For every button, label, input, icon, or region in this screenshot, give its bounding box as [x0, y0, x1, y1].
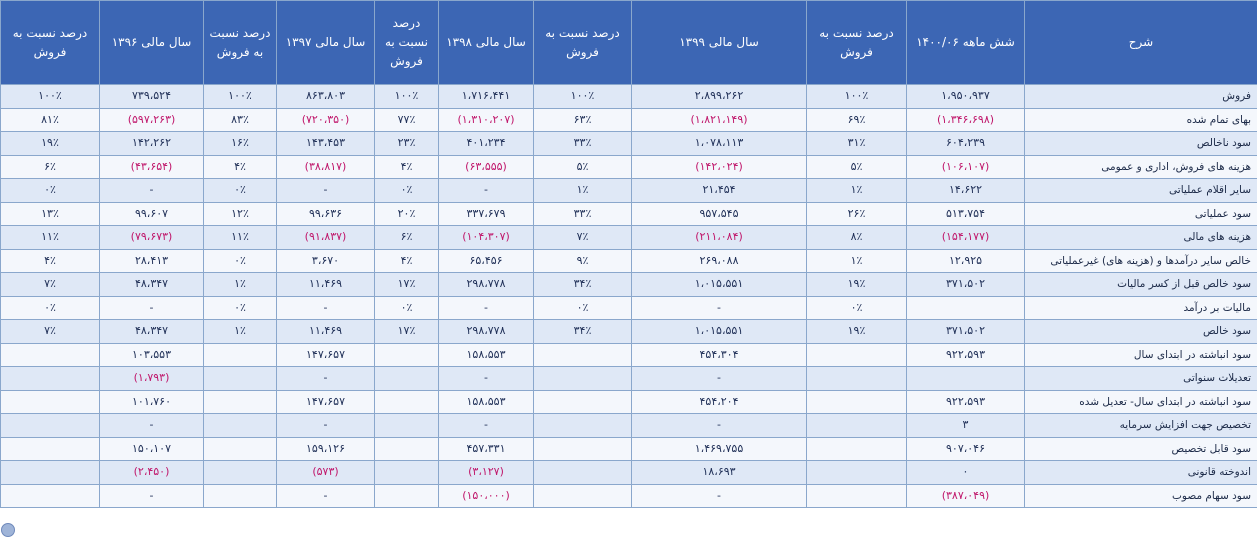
table-cell: ۱۷٪ [375, 273, 439, 297]
table-cell: ۳۱٪ [807, 132, 907, 156]
table-cell: ۷٪ [1, 320, 100, 344]
table-cell: ۱٪ [807, 179, 907, 203]
table-cell [807, 414, 907, 438]
table-cell: ۳ [907, 414, 1025, 438]
table-cell: ۴٪ [375, 249, 439, 273]
table-cell: ۱۴۳،۴۵۳ [277, 132, 375, 156]
column-header: درصد نسبت به فروش [534, 1, 632, 85]
table-cell: - [632, 484, 807, 508]
table-cell: ۱۱،۴۶۹ [277, 320, 375, 344]
table-cell: ۷٪ [534, 226, 632, 250]
table-cell: - [277, 484, 375, 508]
table-cell: (۱۴۲،۰۲۴) [632, 155, 807, 179]
table-row [1, 437, 1257, 461]
table-cell: ۴۸،۳۴۷ [100, 320, 204, 344]
table-cell: ۳،۶۷۰ [277, 249, 375, 273]
table-cell: (۳۸،۸۱۷) [277, 155, 375, 179]
table-cell: ۱،۴۶۹،۷۵۵ [632, 437, 807, 461]
table-cell [375, 414, 439, 438]
row-label: مالیات بر درآمد [1025, 296, 1257, 320]
table-cell [807, 343, 907, 367]
column-header: شرح [1025, 1, 1257, 85]
table-row [1, 249, 1257, 273]
table-cell: ۱،۷۱۶،۴۴۱ [439, 85, 534, 109]
row-label: سود قابل تخصیص [1025, 437, 1257, 461]
table-cell [534, 437, 632, 461]
table-row [1, 343, 1257, 367]
table-cell: ۵٪ [534, 155, 632, 179]
table-cell: (۷۹،۶۷۳) [100, 226, 204, 250]
table-cell: (۱۵۴،۱۷۷) [907, 226, 1025, 250]
table-cell: ۱۱٪ [204, 226, 277, 250]
corner-circle-icon [1, 523, 15, 537]
table-cell: ۱٪ [204, 320, 277, 344]
table-cell: ۱۰۰٪ [375, 85, 439, 109]
table-cell [1, 343, 100, 367]
table-row [1, 461, 1257, 485]
table-cell: - [277, 296, 375, 320]
table-cell: ۳۳٪ [534, 132, 632, 156]
table-row [1, 367, 1257, 391]
table-cell [534, 484, 632, 508]
column-header: سال مالی ۱۳۹۶ [100, 1, 204, 85]
row-label: سود انباشته در ابتدای سال- تعدیل شده [1025, 390, 1257, 414]
row-label: سود خالص قبل از کسر مالیات [1025, 273, 1257, 297]
table-cell [375, 343, 439, 367]
row-label: سود سهام مصوب [1025, 484, 1257, 508]
table-cell: ۳۷۱،۵۰۲ [907, 320, 1025, 344]
table-cell: (۱،۷۹۳) [100, 367, 204, 391]
column-header: درصد نسبت به فروش [1, 1, 100, 85]
table-cell [534, 367, 632, 391]
table-cell: ۵٪ [807, 155, 907, 179]
table-cell: ۴۵۴،۳۰۴ [632, 343, 807, 367]
table-cell: ۱۵۸،۵۵۳ [439, 390, 534, 414]
table-cell: (۱،۳۱۰،۲۰۷) [439, 108, 534, 132]
table-cell: ۱۹٪ [807, 273, 907, 297]
table-cell: ۲۶۹،۰۸۸ [632, 249, 807, 273]
table-cell: - [277, 367, 375, 391]
table-cell [534, 414, 632, 438]
row-label: فروش [1025, 85, 1257, 109]
table-cell: (۹۱،۸۳۷) [277, 226, 375, 250]
table-cell: ۰٪ [375, 296, 439, 320]
table-cell [204, 367, 277, 391]
table-cell: - [632, 296, 807, 320]
table-row [1, 414, 1257, 438]
row-label: تخصیص جهت افزایش سرمایه [1025, 414, 1257, 438]
table-cell: ۴۰۱،۲۳۴ [439, 132, 534, 156]
table-cell: ۰٪ [204, 179, 277, 203]
row-label: بهای تمام شده [1025, 108, 1257, 132]
table-cell: ۱۲،۹۲۵ [907, 249, 1025, 273]
table-cell: ۲۰٪ [375, 202, 439, 226]
table-cell: (۵۷۳) [277, 461, 375, 485]
table-cell: ۰٪ [204, 249, 277, 273]
column-header: سال مالی ۱۳۹۸ [439, 1, 534, 85]
table-cell: - [100, 484, 204, 508]
table-cell: ۳۳۷،۶۷۹ [439, 202, 534, 226]
table-cell: (۱،۳۴۶،۶۹۸) [907, 108, 1025, 132]
table-cell [1, 461, 100, 485]
table-cell: - [100, 179, 204, 203]
table-cell: ۱،۰۱۵،۵۵۱ [632, 320, 807, 344]
table-cell: ۱،۰۱۵،۵۵۱ [632, 273, 807, 297]
table-row [1, 155, 1257, 179]
table-cell: - [277, 414, 375, 438]
table-cell: ۶٪ [1, 155, 100, 179]
table-cell [807, 484, 907, 508]
row-label: هزینه های فروش، اداری و عمومی [1025, 155, 1257, 179]
table-cell [375, 437, 439, 461]
table-cell [204, 343, 277, 367]
table-cell: - [100, 296, 204, 320]
table-cell: ۱،۰۷۸،۱۱۳ [632, 132, 807, 156]
table-row [1, 132, 1257, 156]
table-cell: - [632, 367, 807, 391]
table-cell [534, 461, 632, 485]
table-cell: ۶۹٪ [807, 108, 907, 132]
table-cell [1, 367, 100, 391]
table-cell: (۱۰۶،۱۰۷) [907, 155, 1025, 179]
table-cell: ۱،۹۵۰،۹۳۷ [907, 85, 1025, 109]
table-cell [807, 367, 907, 391]
table-cell: ۱۹٪ [1, 132, 100, 156]
table-row [1, 484, 1257, 508]
table-cell: ۱۸،۶۹۳ [632, 461, 807, 485]
table-cell: ۳۳٪ [534, 202, 632, 226]
table-cell: ۸۳٪ [204, 108, 277, 132]
table-cell: (۲۱۱،۰۸۴) [632, 226, 807, 250]
row-label: تعدیلات سنواتی [1025, 367, 1257, 391]
table-cell: ۷۷٪ [375, 108, 439, 132]
table-cell: ۰٪ [375, 179, 439, 203]
table-cell: ۱۰۱،۷۶۰ [100, 390, 204, 414]
table-cell: ۰٪ [807, 296, 907, 320]
table-cell: ۰٪ [1, 179, 100, 203]
table-cell: ۱۴۷،۶۵۷ [277, 343, 375, 367]
table-cell: ۱۱٪ [1, 226, 100, 250]
table-cell: ۲۶٪ [807, 202, 907, 226]
row-label: اندوخته قانونی [1025, 461, 1257, 485]
table-cell [1, 484, 100, 508]
row-label: سایر اقلام عملیاتی [1025, 179, 1257, 203]
table-row [1, 273, 1257, 297]
table-cell: ۱۷٪ [375, 320, 439, 344]
table-cell [907, 367, 1025, 391]
table-cell: ۹۹،۶۰۷ [100, 202, 204, 226]
column-header: درصد نسبت به فروش [807, 1, 907, 85]
row-label: سود انباشته در ابتدای سال [1025, 343, 1257, 367]
table-cell: ۲۹۸،۷۷۸ [439, 320, 534, 344]
table-cell [375, 367, 439, 391]
table-row [1, 108, 1257, 132]
table-cell: ۸۱٪ [1, 108, 100, 132]
table-row [1, 202, 1257, 226]
table-cell: (۴۳،۶۵۴) [100, 155, 204, 179]
table-cell: ۱۹٪ [807, 320, 907, 344]
table-cell [204, 461, 277, 485]
table-cell: ۱٪ [534, 179, 632, 203]
table-row [1, 390, 1257, 414]
table-cell: ۵۱۳،۷۵۴ [907, 202, 1025, 226]
table-cell: - [439, 367, 534, 391]
table-cell: ۱۰۰٪ [1, 85, 100, 109]
table-cell: ۶۵،۴۵۶ [439, 249, 534, 273]
row-label: سود عملیاتی [1025, 202, 1257, 226]
table-cell [907, 296, 1025, 320]
table-cell: ۶٪ [375, 226, 439, 250]
column-header: درصد نسبت به فروش [204, 1, 277, 85]
table-row [1, 179, 1257, 203]
table-cell: ۸۶۳،۸۰۳ [277, 85, 375, 109]
table-cell [375, 484, 439, 508]
table-cell: ۴٪ [204, 155, 277, 179]
table-cell: ۹۰۷،۰۴۶ [907, 437, 1025, 461]
table-cell: ۱۰۳،۵۵۳ [100, 343, 204, 367]
table-cell [204, 484, 277, 508]
column-header: درصد نسبت به فروش [375, 1, 439, 85]
column-header: سال مالی ۱۳۹۷ [277, 1, 375, 85]
column-header: سال مالی ۱۳۹۹ [632, 1, 807, 85]
table-body [1, 85, 1257, 508]
header-row [1, 1, 1257, 85]
table-cell: ۲۸،۴۱۳ [100, 249, 204, 273]
table-cell: - [632, 414, 807, 438]
table-cell [807, 390, 907, 414]
column-header: شش ماهه ۱۴۰۰/۰۶ [907, 1, 1025, 85]
row-label: سود خالص [1025, 320, 1257, 344]
table-row [1, 85, 1257, 109]
table-cell: ۹۹،۶۳۶ [277, 202, 375, 226]
table-cell: ۱۴۷،۶۵۷ [277, 390, 375, 414]
table-cell [807, 437, 907, 461]
table-cell: ۹٪ [534, 249, 632, 273]
row-label: هزینه های مالی [1025, 226, 1257, 250]
table-cell: ۱٪ [204, 273, 277, 297]
table-cell: ۱۰۰٪ [807, 85, 907, 109]
table-cell [534, 390, 632, 414]
row-label: سود ناخالص [1025, 132, 1257, 156]
table-cell: ۳۷۱،۵۰۲ [907, 273, 1025, 297]
table-cell: ۱۴،۶۲۲ [907, 179, 1025, 203]
table-cell: (۱۵۰،۰۰۰) [439, 484, 534, 508]
table-cell: - [439, 296, 534, 320]
table-cell: ۰٪ [204, 296, 277, 320]
table-cell: (۵۹۷،۲۶۳) [100, 108, 204, 132]
table-cell: ۱۵۰،۱۰۷ [100, 437, 204, 461]
table-row [1, 320, 1257, 344]
table-cell: ۰٪ [1, 296, 100, 320]
table-cell: ۱٪ [807, 249, 907, 273]
table-cell: (۱،۸۲۱،۱۴۹) [632, 108, 807, 132]
table-cell: (۲،۴۵۰) [100, 461, 204, 485]
table-cell [1, 437, 100, 461]
table-cell [534, 343, 632, 367]
table-cell: ۷٪ [1, 273, 100, 297]
table-cell [1, 414, 100, 438]
table-cell: ۴۸،۳۴۷ [100, 273, 204, 297]
table-cell: ۱۵۹،۱۲۶ [277, 437, 375, 461]
table-cell: ۴۵۴،۲۰۴ [632, 390, 807, 414]
table-cell: (۶۳،۵۵۵) [439, 155, 534, 179]
table-cell: ۳۴٪ [534, 320, 632, 344]
table-cell [204, 390, 277, 414]
table-cell: ۱۵۸،۵۵۳ [439, 343, 534, 367]
table-cell: ۱۰۰٪ [534, 85, 632, 109]
table-cell: ۹۲۲،۵۹۳ [907, 390, 1025, 414]
table-cell: ۶۳٪ [534, 108, 632, 132]
table-cell: ۲۱،۴۵۴ [632, 179, 807, 203]
table-cell: ۱۴۲،۲۶۲ [100, 132, 204, 156]
table-cell [204, 414, 277, 438]
table-cell: - [439, 414, 534, 438]
table-cell: (۷۲۰،۳۵۰) [277, 108, 375, 132]
table-cell: ۱۲٪ [204, 202, 277, 226]
table-cell: ۱۶٪ [204, 132, 277, 156]
table-cell: ۲،۸۹۹،۲۶۲ [632, 85, 807, 109]
table-cell: - [439, 179, 534, 203]
table-cell: ۲۳٪ [375, 132, 439, 156]
table-cell: ۶۰۴،۲۳۹ [907, 132, 1025, 156]
table-cell: ۰ [907, 461, 1025, 485]
table-cell: (۳،۱۲۷) [439, 461, 534, 485]
row-label: خالص سایر درآمدها و (هزینه های) غیرعملیاتی [1025, 249, 1257, 273]
table-cell: ۱۱،۴۶۹ [277, 273, 375, 297]
table-cell: - [277, 179, 375, 203]
table-cell: ۱۳٪ [1, 202, 100, 226]
table-row [1, 226, 1257, 250]
table-cell [375, 461, 439, 485]
table-row [1, 296, 1257, 320]
table-cell: ۳۴٪ [534, 273, 632, 297]
table-cell: ۴٪ [375, 155, 439, 179]
table-cell: - [100, 414, 204, 438]
table-cell [807, 461, 907, 485]
table-cell: ۰٪ [534, 296, 632, 320]
table-cell: (۱۰۴،۳۰۷) [439, 226, 534, 250]
table-cell: ۱۰۰٪ [204, 85, 277, 109]
table-cell [375, 390, 439, 414]
table-cell: ۸٪ [807, 226, 907, 250]
table-cell [204, 437, 277, 461]
table-cell: ۹۲۲،۵۹۳ [907, 343, 1025, 367]
table-cell: ۹۵۷،۵۴۵ [632, 202, 807, 226]
table-cell: ۲۹۸،۷۷۸ [439, 273, 534, 297]
table-cell: ۴۵۷،۳۳۱ [439, 437, 534, 461]
table-cell: ۷۳۹،۵۲۴ [100, 85, 204, 109]
table-cell [1, 390, 100, 414]
table-cell: ۴٪ [1, 249, 100, 273]
table-cell: (۳۸۷،۰۴۹) [907, 484, 1025, 508]
